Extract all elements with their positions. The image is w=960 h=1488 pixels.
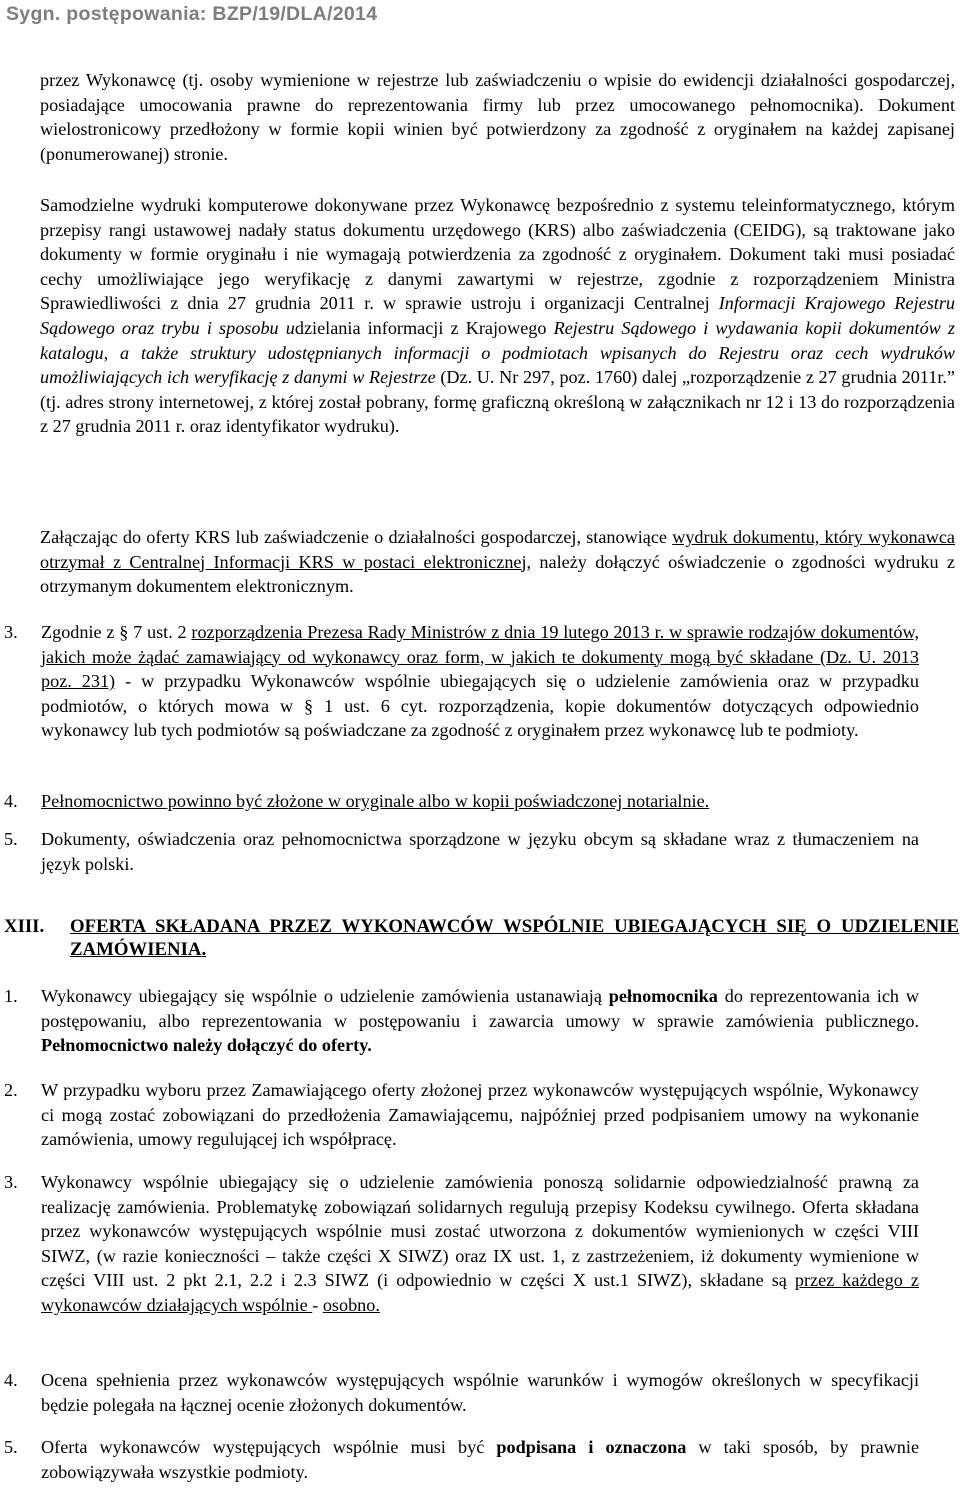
list-number: 4. bbox=[4, 1370, 18, 1390]
printouts-text-c: (Dz. U. Nr 297, poz. 1760) dalej „rozporządzenie z 27 grudnia 2011r.” (tj. adres strony internetowej, z której został pobrany, formę graficzną określoną w załącznikach nr 12 i 13 do rozporządzenia z 27 grudnia 2011 r. oraz identyfikator wydruku). bbox=[40, 367, 955, 437]
item3-text-b: - w przypadku Wykonawców wspólnie ubiegających się o udzielenie zamówienia oraz w przypadku podmiotów, o których mowa w § 1 ust. 6 cyt. rozporządzenia, kopie dokumentów dotyczących odpowiednio wykonawcy lub tych podmiotów są poświadczane za zgodność z oryginałem przez wykonawcę lub te podmioty. bbox=[41, 671, 919, 741]
krs-underlined-text: wydruk dokumentu, który wykonawca otrzymał z Centralnej Informacji KRS w postaci elektronicznej, bbox=[40, 527, 955, 572]
list-number: 5. bbox=[4, 829, 18, 849]
list-number: 5. bbox=[4, 1437, 18, 1457]
list-number: 3. bbox=[4, 1172, 18, 1192]
item3-text-a: Zgodnie z § 7 ust. 2 bbox=[41, 622, 192, 642]
list-item-4 bbox=[4, 789, 919, 815]
regulation-title-b: Rejestru Sądowego i wydawania kopii dokumentów z katalogu, a także struktury udostępnianych informacji o podmiotach wpisanych do Rejestru oraz cech wydruków umożliwiających ich weryfikację z danymi w Rejestrze bbox=[40, 317, 955, 388]
list-number: 1. bbox=[4, 986, 18, 1006]
section-item-4 bbox=[4, 1368, 919, 1420]
paragraph-krs-attachment bbox=[40, 525, 955, 599]
s3-text-a: Wykonawcy wspólnie ubiegający się o udzielenie zamówienia ponoszą solidarnie odpowiedzialność prawną za realizację zamówienia. Problematykę zobowiązań solidarnych regulują przepisy Kodeksu cywilnego. Oferta składana przez wykonawców występujących wspólnie musi zostać utworzona z dokumentów wymienionych w części VIII SIWZ, (w razie konieczności – także części X SIWZ) oraz IX ust. 1, z zastrzeżeniem, iż dokumenty wymienione w części VIII ust. 2 pkt 2.1, 2.2 i 2.3 SIWZ (i odpowiednio w części X ust.1 SIWZ), składane są bbox=[41, 1172, 919, 1291]
s3-text-b: - bbox=[312, 1294, 323, 1315]
s1-bold-a: pełnomocnika bbox=[608, 986, 718, 1006]
krs-text-b: należy dołączyć oświadczenie o zgodności wydruku z otrzymanym dokumentem elektronicznym. bbox=[40, 551, 955, 597]
list-item-5 bbox=[4, 827, 919, 879]
paragraph-computer-printouts bbox=[40, 193, 955, 439]
s5-text-a: Oferta wykonawców występujących wspólnie musi być bbox=[41, 1437, 497, 1457]
document-reference-header: Sygn. postępowania: BZP/19/DLA/2014 bbox=[6, 3, 378, 25]
section-item-2 bbox=[4, 1078, 919, 1154]
list-item-text: W przypadku wyboru przez Zamawiającego oferty złożonej przez wykonawców występujących wspólnie, Wykonawcy ci mogą zostać zobowiązani do przedłożenia Zamawiającemu, najpóźniej przed podpisaniem umowy na wykonanie zamówienia, umowy regulującej ich współpracę. bbox=[41, 1080, 919, 1150]
s1-bold-b: Pełnomocnictwo należy dołączyć do oferty. bbox=[41, 1035, 372, 1056]
power-of-attorney-text: Pełnomocnictwo powinno być złożone w oryginale albo w kopii poświadczonej notarialnie. bbox=[41, 791, 710, 811]
list-item-text bbox=[41, 984, 919, 1058]
section-item-3 bbox=[4, 1170, 919, 1354]
regulation-link[interactable]: rozporządzenia Prezesa Rady Ministrów z dnia 19 lutego 2013 r. w sprawie rodzajów dokumentów, jakich może żądać zamawiający od wykonawcy oraz form, w jakich te dokumenty mogą być składane (Dz. U. 2013 poz. 231) bbox=[41, 622, 919, 692]
list-item-text bbox=[41, 1435, 919, 1484]
list-item-text bbox=[41, 789, 919, 814]
section-number: XIII. bbox=[4, 916, 45, 937]
list-item-text bbox=[41, 1170, 919, 1318]
section-item-5 bbox=[4, 1435, 919, 1487]
printouts-text-b: dzielania informacji z Krajowego bbox=[294, 317, 554, 338]
section-title: OFERTA SKŁADANA PRZEZ WYKONAWCÓW WSPÓLNIE UBIEGAJĄCYCH SIĘ O UDZIELENIE ZAMÓWIENIA. bbox=[70, 916, 959, 960]
s5-text-b: w taki sposób, by prawnie zobowiązywała wszystkie podmioty. bbox=[41, 1437, 920, 1482]
s3-underlined-a: przez każdego z wykonawców działających wspólnie bbox=[41, 1270, 919, 1315]
paragraph-signatures: przez Wykonawcę (tj. osoby wymienione w rejestrze lub zaświadczeniu o wpisie do ewidencji działalności gospodarczej, posiadające umocowania prawne do reprezentowania firmy lub przez umocowanego pełnomocnika). Dokument wielostronicowy przedłożony w formie kopii winien być potwierdzony za zgodność z oryginałem na każdej zapisanej (ponumerowanej) stronie. bbox=[40, 70, 955, 164]
section-item-1 bbox=[4, 984, 919, 1060]
list-number: 2. bbox=[4, 1080, 18, 1100]
list-item-text bbox=[41, 620, 919, 743]
s1-text-a: Wykonawcy ubiegający się wspólnie o udzielenie zamówienia ustanawiają bbox=[41, 986, 609, 1006]
list-item-text: Ocena spełnienia przez wykonawców występujących wspólnie warunków i wymogów określonych w specyfikacji będzie polegała na łącznej ocenie złożonych dokumentów. bbox=[41, 1370, 919, 1415]
printouts-text-a: Samodzielne wydruki komputerowe dokonywane przez Wykonawcę bezpośrednio z systemu teleinformatycznego, którym przepisy rangi ustawowej nadały status dokumentu urzędowego (KRS) albo zaświadczenia (CEIDG), są traktowane jako dokumenty w formie oryginału i nie wymagają potwierdzenia za zgodność z oryginałem. Dokument taki musi posiadać cechy umożliwiające jego weryfikację z danymi zawartymi w rejestrze, zgodnie z rozporządzeniem Ministra Sprawiedliwości z dnia 27 grudnia 2011 r. w sprawie ustroju i organizacji Centralnej bbox=[40, 195, 955, 314]
list-number: 4. bbox=[4, 791, 18, 811]
list-item-text: Dokumenty, oświadczenia oraz pełnomocnictwa sporządzone w języku obcym są składane wraz z tłumaczeniem na język polski. bbox=[41, 829, 919, 874]
krs-text-a: Załączając do oferty KRS lub zaświadczenie o działalności gospodarczej, stanowiące bbox=[40, 527, 673, 547]
s5-bold: podpisana i oznaczona bbox=[496, 1437, 687, 1457]
regulation-title-a: Informacji Krajowego Rejestru Sądowego oraz trybu i sposobu u bbox=[40, 293, 956, 338]
list-item-3 bbox=[4, 620, 919, 770]
s1-text-b: do reprezentowania ich w postępowaniu, albo reprezentowania w postępowaniu i zawarcia umowy w sprawie zamówienia publicznego. bbox=[41, 986, 919, 1031]
s3-underlined-b: osobno. bbox=[322, 1294, 380, 1315]
list-number: 3. bbox=[4, 622, 18, 642]
